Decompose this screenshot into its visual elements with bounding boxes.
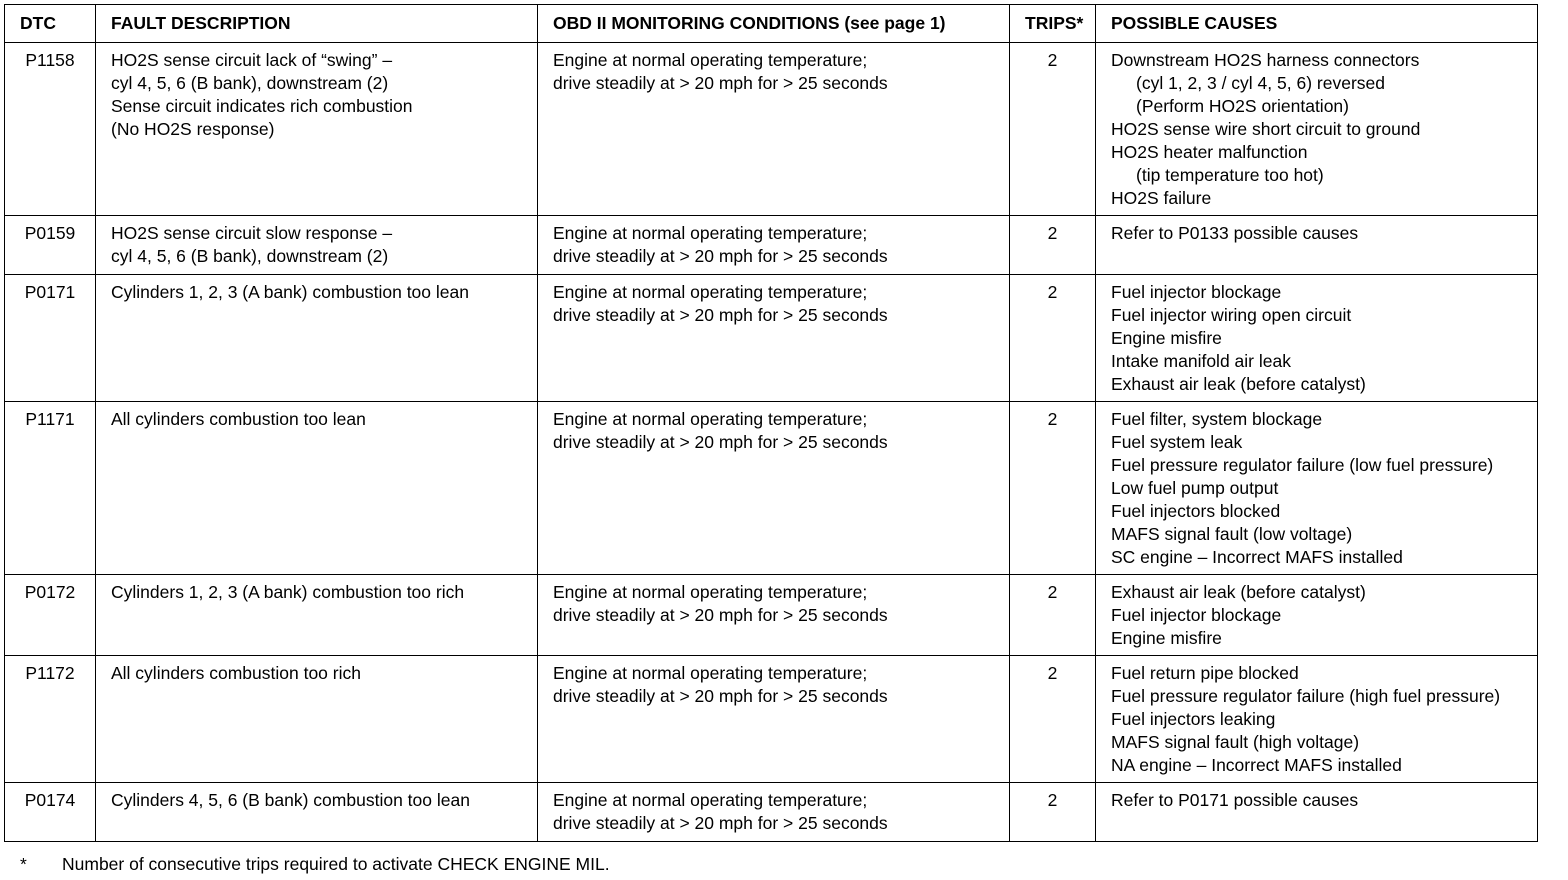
cell-possible-causes-line: Fuel injector blockage xyxy=(1111,605,1282,625)
cell-possible-causes-line: Fuel injectors blocked xyxy=(1111,501,1281,521)
cell-fault-description-line: cyl 4, 5, 6 (B bank), downstream (2) xyxy=(111,73,389,93)
cell-monitoring-conditions-line: drive steadily at > 20 mph for > 25 seconds xyxy=(553,305,888,325)
cell-dtc-code: P1172 xyxy=(5,656,96,783)
cell-possible-causes-line: Fuel pressure regulator failure (high fuel pressure) xyxy=(1111,686,1501,706)
cell-dtc-code: P0174 xyxy=(5,783,96,842)
cell-dtc-code: P0172 xyxy=(5,575,96,656)
cell-possible-causes-line: SC engine – Incorrect MAFS installed xyxy=(1111,547,1403,567)
cell-monitoring-conditions-line: Engine at normal operating temperature; xyxy=(553,663,868,683)
cell-possible-causes-line: (tip temperature too hot) xyxy=(1136,165,1324,185)
table-row xyxy=(5,275,1538,402)
cell-possible-causes-line: MAFS signal fault (high voltage) xyxy=(1111,732,1360,752)
cell-monitoring-conditions xyxy=(538,216,1010,275)
cell-fault-description xyxy=(96,656,538,783)
cell-monitoring-conditions-line: Engine at normal operating temperature; xyxy=(553,282,868,302)
cell-possible-causes-line: Intake manifold air leak xyxy=(1111,351,1291,371)
cell-monitoring-conditions xyxy=(538,575,1010,656)
dtc-table xyxy=(4,4,1538,842)
cell-fault-description-line: Cylinders 4, 5, 6 (B bank) combustion too lean xyxy=(111,790,470,810)
cell-possible-causes xyxy=(1096,656,1538,783)
cell-monitoring-conditions-line: drive steadily at > 20 mph for > 25 seconds xyxy=(553,432,888,452)
cell-fault-description-line: All cylinders combustion too rich xyxy=(111,663,361,683)
cell-dtc-code: P1171 xyxy=(5,402,96,575)
cell-possible-causes-line: Fuel injector blockage xyxy=(1111,282,1282,302)
table-row xyxy=(5,656,1538,783)
cell-dtc-code: P1158 xyxy=(5,43,96,216)
cell-monitoring-conditions-line: Engine at normal operating temperature; xyxy=(553,409,868,429)
cell-monitoring-conditions-line: drive steadily at > 20 mph for > 25 seconds xyxy=(553,73,888,93)
cell-possible-causes-line: Downstream HO2S harness connectors xyxy=(1111,50,1420,70)
cell-possible-causes-line: Fuel injector wiring open circuit xyxy=(1111,305,1352,325)
cell-possible-causes xyxy=(1096,216,1538,275)
cell-monitoring-conditions-line: drive steadily at > 20 mph for > 25 seconds xyxy=(553,605,888,625)
cell-possible-causes-line: HO2S failure xyxy=(1111,188,1212,208)
cell-possible-causes-line: Fuel return pipe blocked xyxy=(1111,663,1299,683)
cell-monitoring-conditions-line: drive steadily at > 20 mph for > 25 seconds xyxy=(553,686,888,706)
cell-fault-description xyxy=(96,216,538,275)
cell-trips: 2 xyxy=(1010,402,1096,575)
footnote-text: Number of consecutive trips required to activate CHECK ENGINE MIL. xyxy=(62,854,610,874)
cell-possible-causes xyxy=(1096,275,1538,402)
cell-fault-description-line: All cylinders combustion too lean xyxy=(111,409,366,429)
cell-trips: 2 xyxy=(1010,275,1096,402)
table-header-row xyxy=(5,5,1538,43)
cell-monitoring-conditions xyxy=(538,656,1010,783)
cell-monitoring-conditions xyxy=(538,43,1010,216)
cell-fault-description-line: HO2S sense circuit lack of “swing” – xyxy=(111,50,393,70)
cell-possible-causes xyxy=(1096,402,1538,575)
cell-fault-description-line: Cylinders 1, 2, 3 (A bank) combustion too rich xyxy=(111,582,465,602)
footnote xyxy=(20,854,610,875)
cell-possible-causes xyxy=(1096,575,1538,656)
header-possible-causes: POSSIBLE CAUSES xyxy=(1096,5,1538,43)
table-row xyxy=(5,402,1538,575)
cell-possible-causes-line: Refer to P0133 possible causes xyxy=(1111,223,1359,243)
cell-possible-causes-line: Exhaust air leak (before catalyst) xyxy=(1111,582,1366,602)
cell-possible-causes-line: Engine misfire xyxy=(1111,328,1222,348)
table-row xyxy=(5,216,1538,275)
cell-fault-description xyxy=(96,43,538,216)
header-dtc: DTC xyxy=(5,5,96,43)
cell-monitoring-conditions xyxy=(538,275,1010,402)
cell-monitoring-conditions-line: Engine at normal operating temperature; xyxy=(553,50,868,70)
cell-possible-causes-line: (cyl 1, 2, 3 / cyl 4, 5, 6) reversed xyxy=(1136,73,1385,93)
cell-fault-description-line: HO2S sense circuit slow response – xyxy=(111,223,393,243)
header-fault-description: FAULT DESCRIPTION xyxy=(96,5,538,43)
table-row xyxy=(5,575,1538,656)
cell-fault-description xyxy=(96,575,538,656)
cell-monitoring-conditions-line: drive steadily at > 20 mph for > 25 seconds xyxy=(553,246,888,266)
cell-trips: 2 xyxy=(1010,216,1096,275)
cell-monitoring-conditions-line: drive steadily at > 20 mph for > 25 seconds xyxy=(553,813,888,833)
cell-fault-description-line: Cylinders 1, 2, 3 (A bank) combustion too lean xyxy=(111,282,469,302)
cell-monitoring-conditions-line: Engine at normal operating temperature; xyxy=(553,582,868,602)
cell-possible-causes-line: (Perform HO2S orientation) xyxy=(1136,96,1349,116)
cell-possible-causes-line: MAFS signal fault (low voltage) xyxy=(1111,524,1353,544)
cell-monitoring-conditions xyxy=(538,783,1010,842)
cell-trips: 2 xyxy=(1010,783,1096,842)
cell-fault-description xyxy=(96,402,538,575)
header-monitoring-conditions: OBD II MONITORING CONDITIONS (see page 1) xyxy=(538,5,1010,43)
cell-trips: 2 xyxy=(1010,575,1096,656)
cell-possible-causes-line: HO2S sense wire short circuit to ground xyxy=(1111,119,1421,139)
cell-monitoring-conditions-line: Engine at normal operating temperature; xyxy=(553,223,868,243)
cell-possible-causes-line: HO2S heater malfunction xyxy=(1111,142,1308,162)
cell-possible-causes-line: Refer to P0171 possible causes xyxy=(1111,790,1359,810)
cell-possible-causes-line: Fuel pressure regulator failure (low fuel pressure) xyxy=(1111,455,1494,475)
cell-monitoring-conditions xyxy=(538,402,1010,575)
cell-fault-description-line: cyl 4, 5, 6 (B bank), downstream (2) xyxy=(111,246,389,266)
cell-fault-description-line: Sense circuit indicates rich combustion xyxy=(111,96,413,116)
cell-possible-causes-line: Fuel system leak xyxy=(1111,432,1243,452)
cell-possible-causes-line: Engine misfire xyxy=(1111,628,1222,648)
cell-dtc-code: P0171 xyxy=(5,275,96,402)
cell-fault-description xyxy=(96,783,538,842)
cell-monitoring-conditions-line: Engine at normal operating temperature; xyxy=(553,790,868,810)
cell-possible-causes-line: Exhaust air leak (before catalyst) xyxy=(1111,374,1366,394)
table-row xyxy=(5,43,1538,216)
cell-fault-description-line: (No HO2S response) xyxy=(111,119,275,139)
table-row xyxy=(5,783,1538,842)
cell-possible-causes-line: NA engine – Incorrect MAFS installed xyxy=(1111,755,1402,775)
cell-possible-causes xyxy=(1096,783,1538,842)
cell-possible-causes-line: Fuel filter, system blockage xyxy=(1111,409,1323,429)
header-trips: TRIPS* xyxy=(1010,5,1096,43)
footnote-mark: * xyxy=(20,854,27,874)
cell-possible-causes xyxy=(1096,43,1538,216)
table-body xyxy=(5,43,1538,842)
cell-trips: 2 xyxy=(1010,656,1096,783)
cell-fault-description xyxy=(96,275,538,402)
cell-dtc-code: P0159 xyxy=(5,216,96,275)
cell-trips: 2 xyxy=(1010,43,1096,216)
cell-possible-causes-line: Low fuel pump output xyxy=(1111,478,1279,498)
cell-possible-causes-line: Fuel injectors leaking xyxy=(1111,709,1276,729)
